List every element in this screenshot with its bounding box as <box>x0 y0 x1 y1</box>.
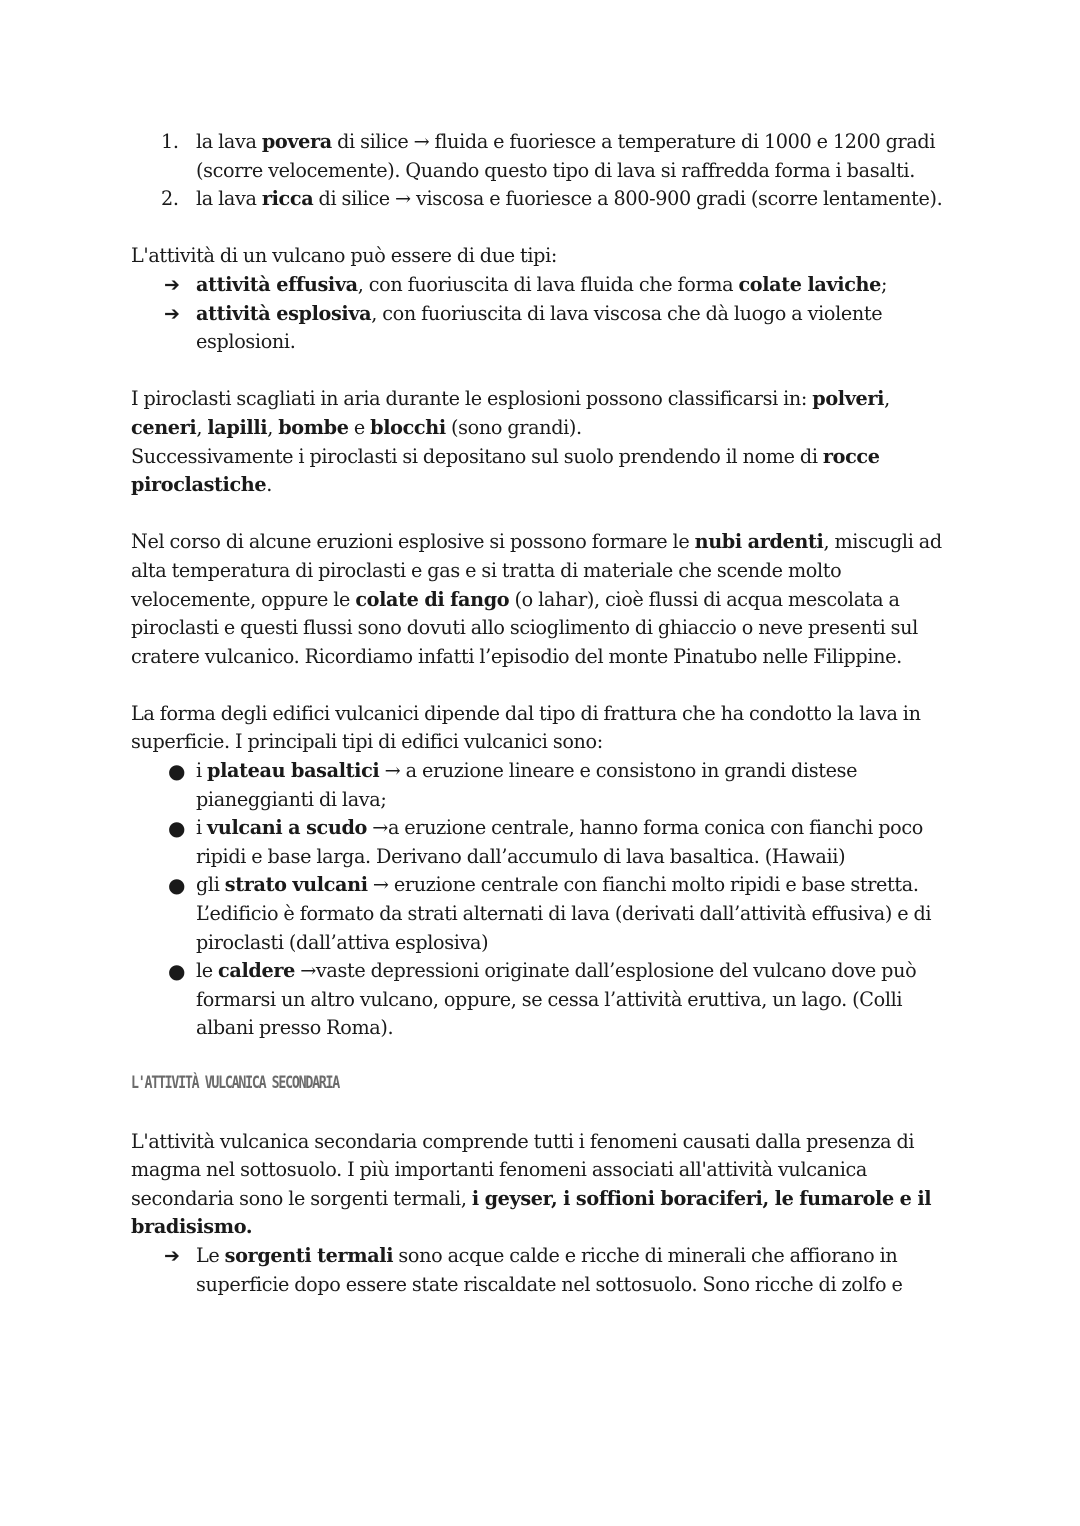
list-number: 2. <box>161 187 179 211</box>
bold-term: colate laviche <box>738 272 882 296</box>
arrow-icon: ➔ <box>164 302 180 325</box>
list-item: ● i plateau basaltici → a eruzione lineare e consistono in grandi distese pianeggianti di lava; <box>168 759 858 811</box>
bold-term: attività effusiva <box>196 272 358 296</box>
bold-term: ricca <box>261 187 314 211</box>
buildings-list <box>131 757 951 1043</box>
activity-list <box>131 271 951 357</box>
bold-term: ceneri <box>131 415 197 439</box>
list-item: ➔ attività effusiva, con fuoriuscita di lava fluida che forma colate laviche; <box>131 271 951 300</box>
bold-term: caldere <box>218 959 295 983</box>
list-item: ● gli strato vulcani → eruzione centrale con fianchi molto ripidi e base stretta. L’edificio è formato da strati alternati di lava (derivati dall’attività effusiva) e di piroclasti (dall’attiva esplosiva) <box>168 873 932 954</box>
pyroclastic-rocks-paragraph: Successivamente i piroclasti si depositano sul suolo prendendo il nome di rocce piroclastiche. <box>131 444 880 497</box>
bold-term: lapilli <box>207 415 268 439</box>
arrow-icon: ➔ <box>164 1244 180 1267</box>
list-item: 2. la lava ricca di silice → viscosa e fuoriesce a 800-900 gradi (scorre lentamente). <box>131 185 951 214</box>
eruptions-paragraph: Nel corso di alcune eruzioni esplosive si possono formare le nubi ardenti, miscugli ad alta temperatura di piroclasti e gas e si tratta di materiale che scende molto velocemente, oppure le colate di fango (o lahar), cioè flussi di acqua mescolata a piroclasti e questi flussi sono dovuti allo scioglimento di ghiaccio o neve presenti sul cratere vulcanico. Ricordiamo infatti l’episodio del monte Pinatubo nelle Filippine. <box>131 530 942 668</box>
secondary-list <box>131 1242 951 1299</box>
pyroclasts-paragraph: I piroclasti scagliati in aria durante le esplosioni possono classificarsi in: polveri, ceneri, lapilli, bombe e blocchi (sono grandi). <box>131 387 890 439</box>
bullet-icon: ● <box>168 816 186 841</box>
bold-term: colate di fango <box>355 587 510 611</box>
bold-term: i geyser, i soffioni boraciferi, le fumarole e il bradisismo. <box>131 1186 932 1239</box>
bold-term: strato vulcani <box>224 873 368 897</box>
list-item: ➔ attività esplosiva, con fuoriuscita di lava viscosa che dà luogo a violente esplosioni. <box>164 301 883 354</box>
bullet-icon: ● <box>168 759 186 784</box>
list-number: 1. <box>161 130 179 153</box>
list-item: ● i vulcani a scudo →a eruzione centrale, hanno forma conica con fianchi poco ripidi e base larga. Derivano dall’accumulo di lava basaltica. (Hawaii) <box>168 816 923 868</box>
bold-term: vulcani a scudo <box>207 816 367 840</box>
bold-term: attività esplosiva <box>196 301 372 325</box>
bold-term: bombe <box>278 415 349 439</box>
list-item: ➔ Le sorgenti termali sono acque calde e ricche di minerali che affiorano in superficie dopo essere state riscaldate nel sottosuolo. Sono ricche di zolfo e <box>164 1243 903 1296</box>
section-heading: L'ATTIVITÀ VULCANICA SECONDARIA <box>131 1073 340 1093</box>
bold-term: nubi ardenti <box>694 530 824 554</box>
secondary-intro: L'attività vulcanica secondaria comprende tutti i fenomeni causati dalla presenza di magma nel sottosuolo. I più importanti fenomeni associati all'attività vulcanica secondaria sono le sorgenti termali, i geyser, i soffioni boraciferi, le fumarole e il bradisismo. <box>131 1129 932 1239</box>
bold-term: blocchi <box>370 415 446 439</box>
activity-intro: L'attività di un vulcano può essere di due tipi: <box>131 244 557 268</box>
bullet-icon: ● <box>168 873 186 898</box>
bold-term: povera <box>261 130 332 153</box>
bullet-icon: ● <box>168 959 186 984</box>
lava-types-list <box>131 128 951 214</box>
document-page <box>131 128 951 1299</box>
bold-term: rocce piroclastiche <box>131 444 880 497</box>
list-item: ● le caldere →vaste depressioni originate dall’esplosione del vulcano dove può formarsi un altro vulcano, oppure, se cessa l’attività eruttiva, un lago. (Colli albani presso Roma). <box>168 959 917 1040</box>
buildings-intro: La forma degli edifici vulcanici dipende dal tipo di frattura che ha condotto la lava in superficie. I principali tipi di edifici vulcanici sono: <box>131 701 921 754</box>
bold-term: sorgenti termali <box>224 1243 394 1267</box>
arrow-icon: ➔ <box>164 273 180 296</box>
list-item: 1. la lava povera di silice → fluida e fuoriesce a temperature di 1000 e 1200 gradi (scorre velocemente). Quando questo tipo di lava si raffredda forma i basalti. <box>161 130 936 182</box>
bold-term: polveri <box>812 387 885 411</box>
bold-term: plateau basaltici <box>207 759 380 783</box>
